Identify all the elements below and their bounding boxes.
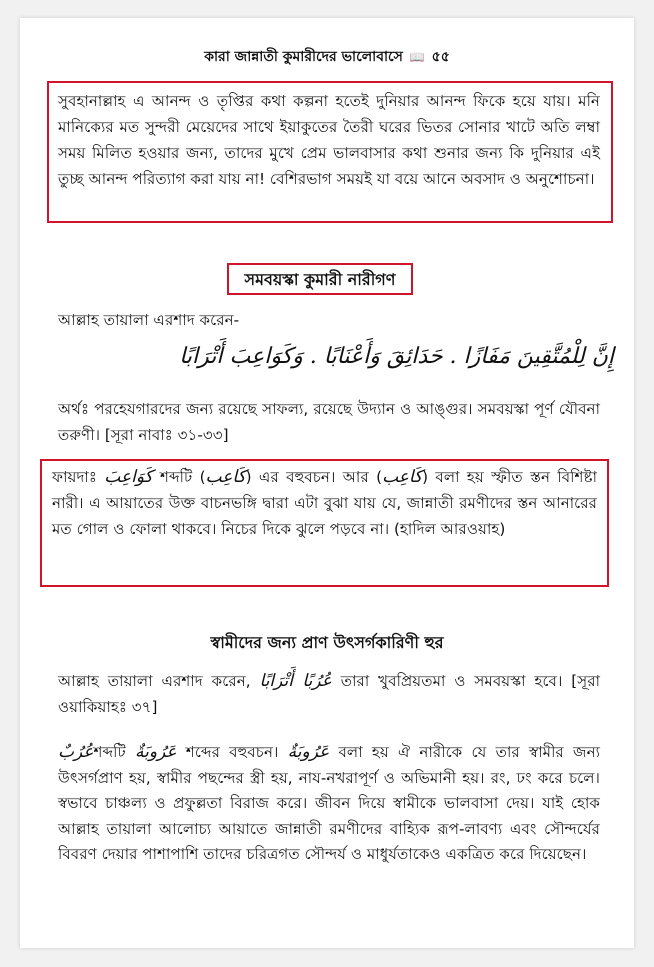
box2-arabic-root: كَاعِب <box>205 467 246 487</box>
section2-p1-arabic: عُرُبًا أَتْرَابًا <box>259 671 332 691</box>
section1-intro: আল্লাহ তায়ালা এরশাদ করেন- <box>58 311 240 329</box>
section2-p2-arabic-3: عَرُوبَةٌ <box>287 742 330 762</box>
running-header <box>20 45 634 69</box>
section2-p2-a: শব্দটি <box>93 743 126 761</box>
box2-paragraph <box>52 464 597 542</box>
section2-p1-start: আল্লাহ তায়ালা এরশাদ করেন, <box>58 672 251 690</box>
section2-p2-c: বলা হয় ঐ নারীকে যে তার স্বামীর জন্য উৎসর্গপ্রাণ হয়, স্বামীর পছন্দের স্ত্রী হয়, নায-নখরাপূর্ণ ও অভিমানী হয়। রং, ঢং করে চলে। স্বভাবে চাঞ্চল্য ও প্রফুল্লতা বিরাজ করে। জীবন দিয়ে স্বামীকে ভালবাসা দেয়। যাই হোক আল্লাহ তায়ালা আলোচ্য আয়াতে জান্নাতী রমণীদের বাহ্যিক রূপ-লাবণ্য এবং সৌন্দর্যের বিবরণ দেয়ার পাশাপাশি তাদের চরিত্রগত সৌন্দর্য ও মাধুর্যতাকেও একত্রিত করে দিয়েছেন। <box>58 743 601 863</box>
page-number: ৫৫ <box>431 49 450 65</box>
book-icon: 📖 <box>409 50 425 64</box>
section2-p2-arabic-1: عُرُبٌ <box>58 742 94 762</box>
header-title: কারা জান্নাতী কুমারীদের ভালোবাসে <box>204 49 403 65</box>
section1-title: সমবয়স্কা কুমারী নারীগণ <box>244 270 396 289</box>
box2-lead: ফায়দাঃ <box>52 468 97 486</box>
book-page <box>20 18 634 948</box>
section2-paragraph-2 <box>58 740 600 868</box>
section2-title: স্বামীদের জন্য প্রাণ উৎসর্গকারিণী হুর <box>210 633 444 652</box>
box1-paragraph: সুবহানাল্লাহ এ আনন্দ ও তৃপ্তির কথা কল্পনা হতেই দুনিয়ার আনন্দ ফিকে হয়ে যায়। মনি মানিক্যের মত সুন্দরী মেয়েদের সাথে ইয়াকুতের তৈরী ঘরের ভিতর সোনার খাটে অতি লম্বা সময় মিলিত হওয়ার জন্য, তাদের মুখে প্রেম ভালবাসার কথা শুনার জন্য কি দুনিয়ার এই তুচ্ছ আনন্দ পরিত্যাগ করা যায় না! বেশিরভাগ সময়ই যা বয়ে আনে অবসাদ ও অনুশোচনা। <box>58 92 600 188</box>
section2-p1-end: তারা খুবপ্রিয়তমা ও সমবয়স্কা হবে। [সূরা ওয়াকিয়াহঃ ৩৭] <box>58 672 601 716</box>
box2-part3: ) বলা হয় স্ফীত স্তন বিশিষ্টা নারী। এ আয়াতের উক্ত বাচনভঙ্গি দ্বারা এটা বুঝা যায় যে, জান্নাতী রমণীদের স্তন আনারের মত গোল ও ফোলা থাকবে। নিচের দিকে ঝুলে পড়বে না। (হাদিল আরওয়াহ) <box>52 468 598 538</box>
box2-arabic-root-2: كَاعِب <box>382 467 423 487</box>
box2-part1: শব্দটি ( <box>160 468 206 486</box>
box2-arabic-word: كَوَاعِبَ <box>104 467 153 487</box>
box2-part2: ) এর বহুবচন। আর ( <box>245 468 383 486</box>
section2-p2-b: শব্দের বহুবচন। <box>185 743 279 761</box>
section1-meaning: অর্থঃ পরহেযগারদের জন্য রয়েছে সাফল্য, রয়েছে উদ্যান ও আঙ্গুর। সমবয়স্কা পূর্ণ যৌবনা তরুণী। [সূরা নাবাঃ ৩১-৩৩] <box>58 400 600 444</box>
arabic-verse-1: إِنَّ لِلْمُتَّقِينَ مَفَازًا . حَدَائِقَ وَأَعْنَابًا . وَكَوَاعِبَ أَتْرَابًا <box>179 344 614 369</box>
section2-p2-arabic-2: عَرُوبَةٌ <box>135 742 177 762</box>
section2-paragraph-1 <box>58 668 600 720</box>
